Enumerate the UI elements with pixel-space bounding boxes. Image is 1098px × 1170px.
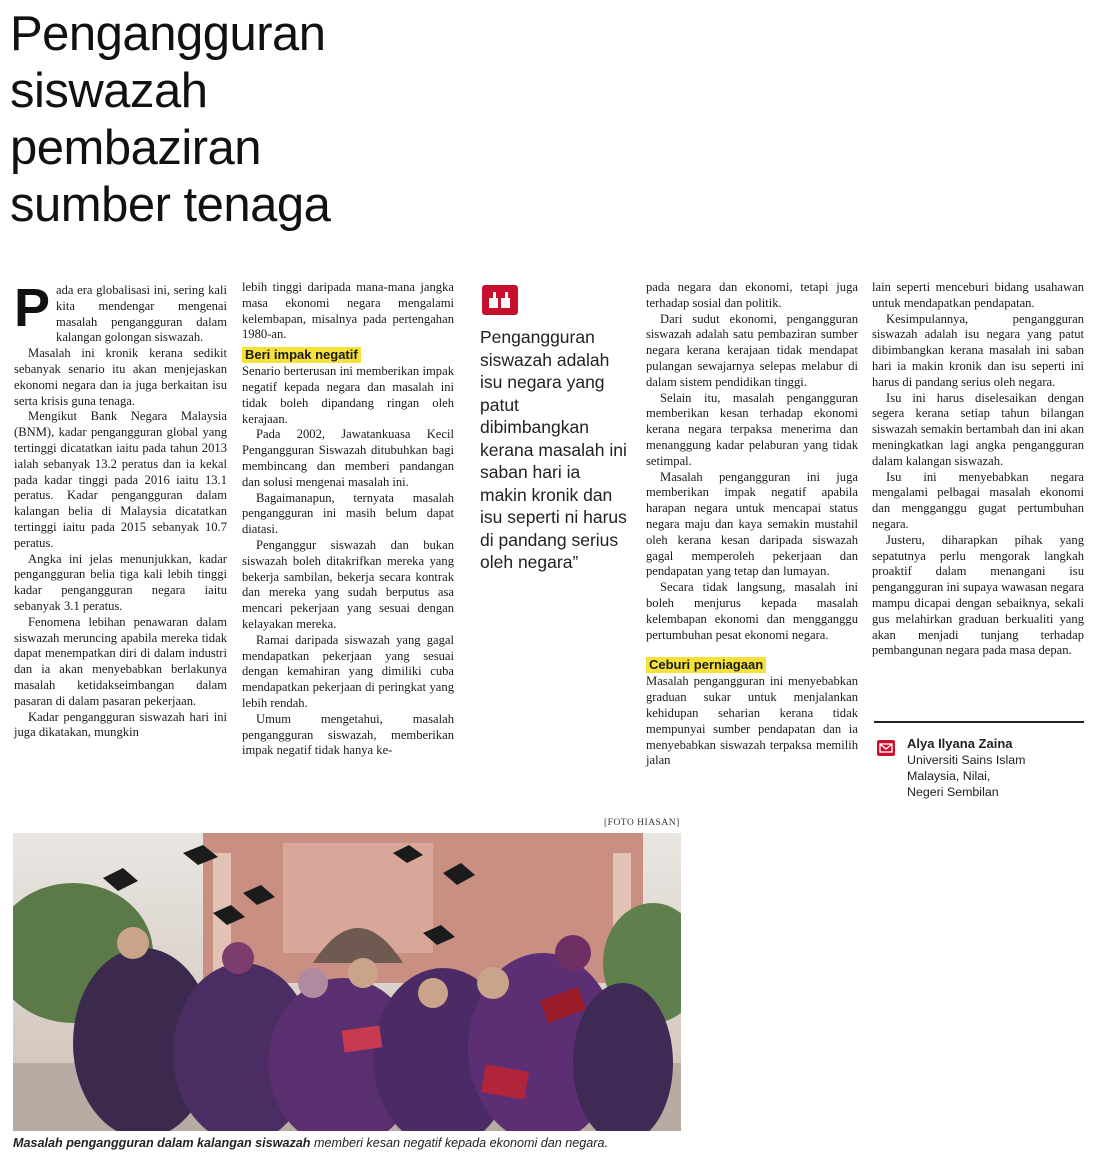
article-column-2 xyxy=(242,280,454,759)
paragraph: Ramai daripada siswazah yang gagal mendapatkan pekerjaan yang sesuai dengan kemahiran yang dimiliki cuba mendapatkan pekerjaan di peringkat yang lebih rendah. xyxy=(242,632,454,710)
paragraph: Mengikut Bank Negara Malaysia (BNM), kadar pengangguran global yang tertinggi dicatatkan iaitu pada tahun 2013 ialah sebanyak 13.2 peratus dan ia kekal pada kadar tinggi pada 2016 iaitu 13.1 peratus. Kadar pengangguran dalam kalangan belia di Malaysia dicatatkan tertinggi iaitu pada 2015 sebanyak 10.7 peratus. xyxy=(14,409,227,550)
subheading: Beri impak negatif xyxy=(242,347,361,363)
graduation-photo xyxy=(13,833,681,1131)
quote-icon xyxy=(482,285,518,315)
paragraph: Bagaimanapun, ternyata masalah pengangguran ini masih belum dapat diatasi. xyxy=(242,490,454,537)
paragraph: Justeru, diharapkan pihak yang sepatutnya perlu mengorak langkah proaktif dalam menangani isu pengangguran ini supaya wawasan negara mampu dicapai dengan sebaiknya, sekali gus melahirkan graduan berkualiti yang akan menjadi tunjang terhadap pembangunan negara pada masa depan. xyxy=(872,532,1084,658)
paragraph: Dari sudut ekonomi, pengangguran siswazah adalah satu pembaziran sumber negara kerana kerajaan tidak mendapat pulangan sewajarnya selepas melabur di dalam sistem pendidikan tinggi. xyxy=(646,311,858,389)
author-affiliation: Malaysia, Nilai, xyxy=(907,769,991,783)
author-divider xyxy=(874,721,1084,723)
caption-bold: Masalah pengangguran dalam kalangan siswazah xyxy=(13,1136,311,1150)
paragraph: Masalah pengangguran ini juga memberikan impak negatif apabila harapan negara untuk mencapai status negara maju dan kaya semakin mustahil oleh kerana kesan daripada siswazah gagal memperoleh pekerjaan dan pendapatan yang tetap dan lumayan. xyxy=(646,469,858,579)
paragraph: Masalah pengangguran ini menyebabkan graduan sukar untuk menjalankan kehidupan seharian kerana tidak mempunyai sumber pendapatan dan ia menyebabkan siswazah terpaksa memilih jalan xyxy=(646,674,858,768)
paragraph-text: ada era globalisasi ini, sering kali kita mendengar mengenai masalah pengangguran dalam kalangan golongan siswazah. xyxy=(56,283,227,345)
paragraph: Fenomena lebihan penawaran dalam siswazah meruncing apabila mereka tidak dapat menempatkan diri di dalam industri dan ia akan menyebabkan berlakunya masalah ketidakseimbangan dalam pasaran di dalam pasaran pekerjaan. xyxy=(14,614,227,708)
paragraph: Masalah ini kronik kerana sedikit sebanyak senario itu akan menjejaskan ekonomi negara dan ia juga berkaitan isu serta krisis guna tenaga. xyxy=(14,346,227,408)
article-column-4 xyxy=(872,280,1084,659)
paragraph: lebih tinggi daripada mana-mana jangka masa ekonomi negara mengalami kelembapan, misalnya pada pertengahan 1980-an. xyxy=(242,280,454,342)
headline xyxy=(10,6,430,234)
pull-quote: Pengangguran siswazah adalah isu negara yang patut dibimbangkan kerana masalah ini saban hari ia makin kronik dan isu seperti ni harus di pandang serius oleh negara” xyxy=(480,327,627,572)
mail-icon xyxy=(877,740,895,756)
headline-line: sumber tenaga xyxy=(10,178,331,232)
paragraph: Penganggur siswazah dan bukan siswazah boleh ditakrifkan mereka yang bekerja sambilan, bekerja secara kontrak dan mereka yang sudah berputus asa mencari pekerjaan yang sesuai dengan kelayakan mereka. xyxy=(242,537,454,631)
author-affiliation: Universiti Sains Islam xyxy=(907,753,1026,767)
paragraph: Pada 2002, Jawatankuasa Kecil Pengangguran Siswazah ditubuhkan bagi membincang dan memberi pandangan dan solusi mengenai masalah ini. xyxy=(242,427,454,489)
paragraph: pada negara dan ekonomi, tetapi juga terhadap sosial dan politik. xyxy=(646,280,858,310)
author-name: Alya Ilyana Zaina xyxy=(907,736,1013,751)
paragraph: Secara tidak langsung, masalah ini boleh menjurus kepada masalah kelembapan ekonomi dan mengganggu pertumbuhan pesat ekonomi negara. xyxy=(646,580,858,642)
paragraph: Senario berterusan ini memberikan impak negatif kepada negara dan masalah ini tidak boleh dipandang ringan oleh kerajaan. xyxy=(242,364,454,426)
subheading: Ceburi perniagaan xyxy=(646,657,766,673)
paragraph: Isu ini menyebabkan negara mengalami pelbagai masalah ekonomi dan mengganggu gugat pertumbuhan negara. xyxy=(872,469,1084,531)
paragraph: Selain itu, masalah pengangguran memberikan kesan terhadap ekonomi kerana negara terpaksa menerima dan menanggung kadar pelaburan yang tidak setimpal. xyxy=(646,390,858,468)
drop-cap: P xyxy=(14,278,51,338)
headline-line: pembaziran xyxy=(10,121,262,175)
caption-text: memberi kesan negatif kepada ekonomi dan negara. xyxy=(310,1136,608,1150)
photo-caption xyxy=(13,1136,608,1150)
paragraph: lain seperti menceburi bidang usahawan untuk mendapatkan pendapatan. xyxy=(872,280,1084,310)
article-column-3 xyxy=(646,280,858,769)
paragraph: Kesimpulannya, pengangguran siswazah adalah isu negara yang patut dibimbangkan kerana masalah ini saban hari ia makin kronik dan isu seperti ini harus di pandang serius oleh negara. xyxy=(872,311,1084,389)
author-affiliation: Negeri Sembilan xyxy=(907,785,999,799)
paragraph: Umum mengetahui, masalah pengangguran siswazah, memberikan impak negatif tidak hanya ke- xyxy=(242,711,454,758)
headline-line: siswazah xyxy=(10,64,208,118)
headline-line: Pengangguran xyxy=(10,7,326,61)
paragraph: Isu ini harus diselesaikan dengan segera kerana setiap tahun bilangan siswazah semakin bertambah dan ini akan meningkatkan lagi angka pengangguran dalam kalangan siswazah. xyxy=(872,390,1084,468)
paragraph xyxy=(14,278,227,346)
paragraph: Kadar pengangguran siswazah hari ini juga dikatakan, mungkin xyxy=(14,709,227,740)
author-block xyxy=(907,736,1025,800)
paragraph: Angka ini jelas menunjukkan, kadar pengangguran belia tiga kali lebih tinggi kadar pengangguran negara iaitu sebanyak 3.1 peratus. xyxy=(14,551,227,613)
photo-credit: [FOTO HIASAN] xyxy=(604,818,680,828)
article-column-1 xyxy=(14,278,227,741)
